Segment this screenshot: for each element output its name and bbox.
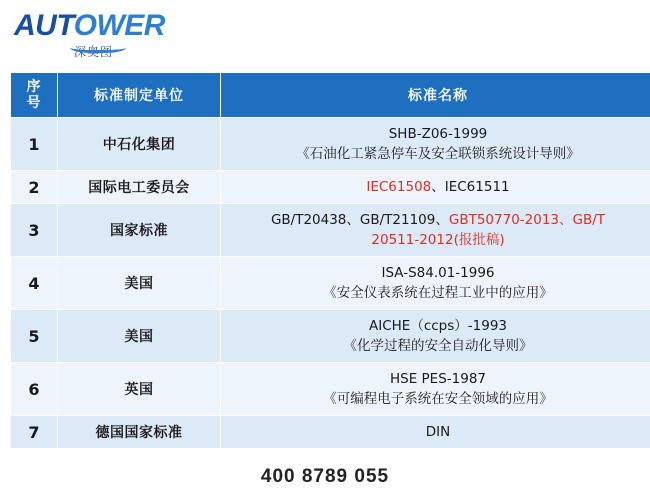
column-header-no-line2: 号 — [26, 95, 42, 111]
cell-standard-name — [221, 171, 650, 204]
standards-table-wrapper — [10, 72, 640, 449]
standard-code-text: SHB-Z06-1999 — [388, 126, 488, 142]
standards-table — [10, 72, 650, 449]
brand-name — [14, 10, 214, 42]
table-header-row — [11, 73, 650, 118]
table-row — [11, 363, 650, 416]
cell-standard-name — [221, 416, 650, 449]
table-header — [11, 73, 650, 118]
cell-org: 中石化集团 — [58, 118, 221, 171]
table-row — [11, 118, 650, 171]
standard-name-line — [225, 336, 650, 356]
standard-name-line — [225, 316, 650, 336]
cell-standard-name — [221, 310, 650, 363]
cell-no: 1 — [11, 118, 58, 171]
standard-name-line — [225, 283, 650, 303]
column-header-no — [11, 73, 58, 118]
standard-code-text: DIN — [425, 424, 451, 440]
cell-org: 美国 — [58, 310, 221, 363]
standard-code-highlight: 20511-2012(报批稿) — [371, 232, 505, 248]
standard-code-text: 《安全仪表系统在过程工业中的应用》 — [323, 285, 553, 301]
cell-standard-name — [221, 118, 650, 171]
cell-no: 3 — [11, 204, 58, 257]
standard-code-highlight: GBT50770-2013、GB/T — [448, 212, 606, 228]
standard-code-text: AICHE（ccps）-1993 — [369, 318, 507, 334]
standard-code-text: ISA-S84.01-1996 — [381, 265, 495, 281]
standard-name-line — [225, 369, 650, 389]
standard-code-text: GB/T20438、GB/T21109、 — [270, 212, 449, 228]
cell-no: 2 — [11, 171, 58, 204]
cell-org: 德国国家标准 — [58, 416, 221, 449]
cell-standard-name — [221, 204, 650, 257]
standard-code-text: HSE PES-1987 — [389, 371, 486, 387]
cell-no: 7 — [11, 416, 58, 449]
table-row — [11, 257, 650, 310]
table-row — [11, 416, 650, 449]
standard-name-line — [225, 124, 650, 144]
brand-swoosh-icon — [70, 40, 126, 53]
standard-code-text: 《石油化工紧急停车及安全联锁系统设计导则》 — [296, 146, 580, 162]
cell-org: 国际电工委员会 — [58, 171, 221, 204]
cell-no: 5 — [11, 310, 58, 363]
table-row — [11, 310, 650, 363]
standard-name-line — [225, 422, 650, 442]
standard-name-line — [225, 389, 650, 409]
standard-name-line — [225, 263, 650, 283]
standard-name-line — [225, 177, 650, 197]
standard-code-text: 《可编程电子系统在安全领域的应用》 — [323, 391, 553, 407]
cell-standard-name — [221, 257, 650, 310]
cell-no: 6 — [11, 363, 58, 416]
cell-org: 美国 — [58, 257, 221, 310]
brand-logo — [14, 10, 214, 60]
standard-name-line — [225, 210, 650, 230]
standard-name-line — [225, 144, 650, 164]
brand-name-part1: AUT — [14, 9, 74, 42]
cell-no: 4 — [11, 257, 58, 310]
cell-org: 英国 — [58, 363, 221, 416]
standard-code-highlight: IEC61508 — [366, 179, 432, 195]
table-body — [11, 118, 650, 449]
brand-subtitle: 深奥图 — [74, 45, 114, 59]
column-header-org: 标准制定单位 — [58, 73, 221, 118]
contact-phone: 400 8789 055 — [260, 466, 390, 487]
column-header-no-line1: 序 — [26, 79, 42, 95]
standard-code-text: 《化学过程的安全自动化导则》 — [343, 338, 533, 354]
column-header-name: 标准名称 — [221, 73, 650, 118]
cell-standard-name — [221, 363, 650, 416]
brand-name-part2: OWER — [73, 9, 165, 42]
cell-org: 国家标准 — [58, 204, 221, 257]
table-row — [11, 204, 650, 257]
standard-name-line — [225, 230, 650, 250]
table-row — [11, 171, 650, 204]
standard-code-text: 、IEC61511 — [431, 179, 510, 195]
